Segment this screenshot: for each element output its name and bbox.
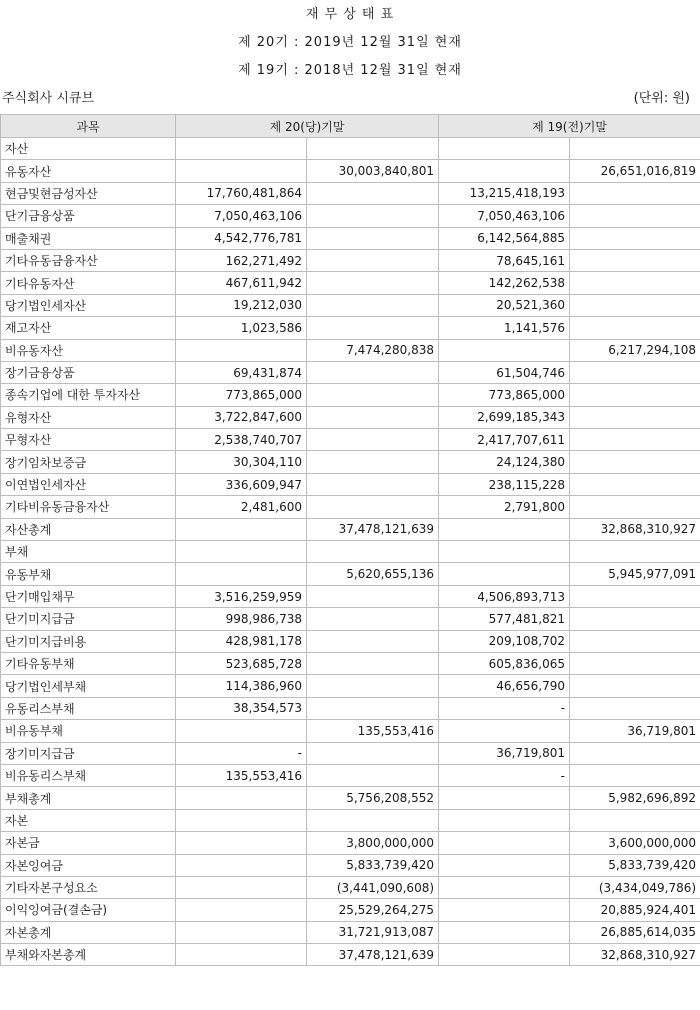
table-row — [1, 473, 700, 495]
prior-total-cell — [570, 205, 700, 227]
prior-detail-cell — [439, 563, 570, 585]
current-detail-cell: 1,023,586 — [176, 317, 307, 339]
account-cell: 비유동리스부채 — [1, 764, 176, 786]
current-total-cell: (3,441,090,608) — [307, 876, 439, 898]
table-row — [1, 339, 700, 361]
account-cell: 재고자산 — [1, 317, 176, 339]
prior-detail-cell — [439, 899, 570, 921]
current-detail-cell: 38,354,573 — [176, 697, 307, 719]
table-row — [1, 205, 700, 227]
prior-detail-cell: 61,504,746 — [439, 361, 570, 383]
current-detail-cell: 30,304,110 — [176, 451, 307, 473]
prior-total-cell — [570, 541, 700, 563]
table-row — [1, 697, 700, 719]
current-total-cell — [307, 205, 439, 227]
current-detail-cell — [176, 138, 307, 160]
table-row — [1, 518, 700, 540]
table-row — [1, 160, 700, 182]
period-prior: 제 19기 : 2018년 12월 31일 현재 — [238, 63, 462, 78]
prior-total-cell: 3,600,000,000 — [570, 832, 700, 854]
prior-total-cell — [570, 742, 700, 764]
table-row — [1, 652, 700, 674]
prior-detail-cell — [439, 541, 570, 563]
table-row — [1, 899, 700, 921]
unit-label: (단위: 원) — [633, 91, 690, 106]
prior-total-cell — [570, 361, 700, 383]
prior-total-cell: 5,945,977,091 — [570, 563, 700, 585]
column-header-account: 과목 — [1, 115, 176, 138]
account-cell: 자본 — [1, 809, 176, 831]
current-total-cell: 25,529,264,275 — [307, 899, 439, 921]
current-total-cell — [307, 227, 439, 249]
current-detail-cell — [176, 160, 307, 182]
current-detail-cell — [176, 541, 307, 563]
statement-title: 재 무 상 태 표 — [305, 7, 395, 22]
prior-detail-cell: - — [439, 764, 570, 786]
current-detail-cell — [176, 832, 307, 854]
current-total-cell: 37,478,121,639 — [307, 518, 439, 540]
prior-total-cell — [570, 652, 700, 674]
prior-detail-cell: 46,656,790 — [439, 675, 570, 697]
account-cell: 기타비유동금융자산 — [1, 496, 176, 518]
account-cell: 비유동자산 — [1, 339, 176, 361]
table-row — [1, 541, 700, 563]
prior-total-cell: 32,868,310,927 — [570, 518, 700, 540]
table-row — [1, 182, 700, 204]
account-cell: 현금및현금성자산 — [1, 182, 176, 204]
prior-total-cell — [570, 764, 700, 786]
current-detail-cell: 162,271,492 — [176, 249, 307, 271]
prior-detail-cell: 20,521,360 — [439, 294, 570, 316]
column-header-current: 제 20(당)기말 — [176, 115, 439, 138]
account-cell: 유동리스부채 — [1, 697, 176, 719]
prior-detail-cell: 78,645,161 — [439, 249, 570, 271]
current-total-cell: 31,721,913,087 — [307, 921, 439, 943]
current-detail-cell — [176, 720, 307, 742]
period-current: 제 20기 : 2019년 12월 31일 현재 — [238, 35, 462, 50]
current-total-cell — [307, 585, 439, 607]
table-row — [1, 630, 700, 652]
prior-total-cell: 26,885,614,035 — [570, 921, 700, 943]
prior-detail-cell — [439, 832, 570, 854]
table-row — [1, 451, 700, 473]
table-row — [1, 406, 700, 428]
prior-detail-cell: 24,124,380 — [439, 451, 570, 473]
prior-total-cell — [570, 429, 700, 451]
table-row — [1, 944, 700, 966]
current-detail-cell: 428,981,178 — [176, 630, 307, 652]
table-row — [1, 563, 700, 585]
current-total-cell — [307, 697, 439, 719]
current-total-cell: 135,553,416 — [307, 720, 439, 742]
prior-total-cell — [570, 384, 700, 406]
prior-detail-cell: 6,142,564,885 — [439, 227, 570, 249]
prior-detail-cell — [439, 854, 570, 876]
prior-total-cell — [570, 809, 700, 831]
current-detail-cell: 2,538,740,707 — [176, 429, 307, 451]
account-cell: 장기임차보증금 — [1, 451, 176, 473]
current-total-cell — [307, 361, 439, 383]
current-total-cell: 30,003,840,801 — [307, 160, 439, 182]
prior-total-cell — [570, 496, 700, 518]
current-detail-cell: 523,685,728 — [176, 652, 307, 674]
current-total-cell — [307, 675, 439, 697]
prior-total-cell: 5,833,739,420 — [570, 854, 700, 876]
account-cell: 이연법인세자산 — [1, 473, 176, 495]
current-detail-cell: 135,553,416 — [176, 764, 307, 786]
current-total-cell — [307, 384, 439, 406]
prior-total-cell — [570, 630, 700, 652]
table-row — [1, 854, 700, 876]
current-detail-cell — [176, 854, 307, 876]
table-row — [1, 317, 700, 339]
table-row — [1, 720, 700, 742]
current-total-cell — [307, 541, 439, 563]
prior-detail-cell — [439, 160, 570, 182]
table-row — [1, 608, 700, 630]
current-total-cell: 7,474,280,838 — [307, 339, 439, 361]
prior-detail-cell: 238,115,228 — [439, 473, 570, 495]
company-name: 주식회사 시큐브 — [2, 91, 95, 106]
current-detail-cell: 467,611,942 — [176, 272, 307, 294]
account-cell: 자산 — [1, 138, 176, 160]
prior-total-cell — [570, 585, 700, 607]
account-cell: 부채 — [1, 541, 176, 563]
prior-total-cell — [570, 249, 700, 271]
account-cell: 장기미지급금 — [1, 742, 176, 764]
current-total-cell: 5,620,655,136 — [307, 563, 439, 585]
current-total-cell — [307, 652, 439, 674]
table-row — [1, 227, 700, 249]
account-cell: 단기금융상품 — [1, 205, 176, 227]
account-cell: 장기금융상품 — [1, 361, 176, 383]
account-cell: 유동자산 — [1, 160, 176, 182]
prior-total-cell — [570, 138, 700, 160]
account-cell: 유동부채 — [1, 563, 176, 585]
prior-detail-cell — [439, 339, 570, 361]
prior-total-cell — [570, 227, 700, 249]
prior-total-cell — [570, 182, 700, 204]
prior-detail-cell — [439, 138, 570, 160]
prior-total-cell — [570, 294, 700, 316]
prior-detail-cell — [439, 921, 570, 943]
current-detail-cell — [176, 921, 307, 943]
current-detail-cell: 998,986,738 — [176, 608, 307, 630]
current-total-cell — [307, 764, 439, 786]
table-row — [1, 876, 700, 898]
current-detail-cell: 114,386,960 — [176, 675, 307, 697]
account-cell: 자본잉여금 — [1, 854, 176, 876]
table-row — [1, 429, 700, 451]
account-cell: 자산총계 — [1, 518, 176, 540]
current-detail-cell — [176, 944, 307, 966]
prior-detail-cell: 13,215,418,193 — [439, 182, 570, 204]
prior-detail-cell — [439, 944, 570, 966]
current-total-cell — [307, 294, 439, 316]
prior-total-cell: (3,434,049,786) — [570, 876, 700, 898]
table-row — [1, 249, 700, 271]
account-cell: 기타유동금융자산 — [1, 249, 176, 271]
current-total-cell — [307, 429, 439, 451]
current-total-cell — [307, 317, 439, 339]
prior-total-cell: 36,719,801 — [570, 720, 700, 742]
prior-total-cell: 5,982,696,892 — [570, 787, 700, 809]
current-detail-cell: 17,760,481,864 — [176, 182, 307, 204]
prior-total-cell: 20,885,924,401 — [570, 899, 700, 921]
current-detail-cell: 4,542,776,781 — [176, 227, 307, 249]
table-row — [1, 832, 700, 854]
current-detail-cell — [176, 787, 307, 809]
account-cell: 매출채권 — [1, 227, 176, 249]
current-detail-cell: 3,516,259,959 — [176, 585, 307, 607]
account-cell: 부채총계 — [1, 787, 176, 809]
current-total-cell — [307, 473, 439, 495]
prior-detail-cell: 2,417,707,611 — [439, 429, 570, 451]
prior-detail-cell: 209,108,702 — [439, 630, 570, 652]
table-row — [1, 294, 700, 316]
account-cell: 유형자산 — [1, 406, 176, 428]
prior-total-cell — [570, 272, 700, 294]
table-row — [1, 138, 700, 160]
table-row — [1, 675, 700, 697]
table-row — [1, 764, 700, 786]
current-total-cell: 3,800,000,000 — [307, 832, 439, 854]
prior-detail-cell: 142,262,538 — [439, 272, 570, 294]
current-detail-cell: 2,481,600 — [176, 496, 307, 518]
account-cell: 부채와자본총계 — [1, 944, 176, 966]
current-detail-cell: - — [176, 742, 307, 764]
prior-detail-cell — [439, 809, 570, 831]
account-cell: 비유동부채 — [1, 720, 176, 742]
account-cell: 이익잉여금(결손금) — [1, 899, 176, 921]
table-row — [1, 585, 700, 607]
prior-detail-cell: 605,836,065 — [439, 652, 570, 674]
prior-total-cell — [570, 473, 700, 495]
prior-detail-cell: 2,791,800 — [439, 496, 570, 518]
prior-detail-cell: 36,719,801 — [439, 742, 570, 764]
account-cell: 기타자본구성요소 — [1, 876, 176, 898]
current-detail-cell: 19,212,030 — [176, 294, 307, 316]
prior-detail-cell: 2,699,185,343 — [439, 406, 570, 428]
prior-detail-cell — [439, 876, 570, 898]
prior-total-cell — [570, 697, 700, 719]
table-row — [1, 787, 700, 809]
prior-total-cell — [570, 451, 700, 473]
prior-detail-cell: 7,050,463,106 — [439, 205, 570, 227]
account-cell: 자본금 — [1, 832, 176, 854]
table-row — [1, 921, 700, 943]
current-total-cell: 5,833,739,420 — [307, 854, 439, 876]
prior-total-cell: 32,868,310,927 — [570, 944, 700, 966]
current-total-cell — [307, 272, 439, 294]
current-total-cell — [307, 809, 439, 831]
current-detail-cell: 3,722,847,600 — [176, 406, 307, 428]
account-cell: 단기미지급금 — [1, 608, 176, 630]
current-total-cell — [307, 496, 439, 518]
prior-detail-cell — [439, 787, 570, 809]
account-cell: 단기매입채무 — [1, 585, 176, 607]
prior-detail-cell: 1,141,576 — [439, 317, 570, 339]
prior-total-cell — [570, 406, 700, 428]
current-total-cell — [307, 249, 439, 271]
table-row — [1, 361, 700, 383]
current-detail-cell: 773,865,000 — [176, 384, 307, 406]
current-total-cell — [307, 630, 439, 652]
table-body — [1, 138, 700, 966]
prior-total-cell — [570, 675, 700, 697]
current-total-cell: 37,478,121,639 — [307, 944, 439, 966]
current-detail-cell: 336,609,947 — [176, 473, 307, 495]
current-detail-cell — [176, 809, 307, 831]
current-detail-cell — [176, 563, 307, 585]
account-cell: 자본총계 — [1, 921, 176, 943]
current-total-cell — [307, 608, 439, 630]
prior-detail-cell — [439, 518, 570, 540]
account-cell: 기타유동자산 — [1, 272, 176, 294]
account-cell: 당기법인세자산 — [1, 294, 176, 316]
current-detail-cell — [176, 339, 307, 361]
current-detail-cell: 69,431,874 — [176, 361, 307, 383]
prior-detail-cell: 577,481,821 — [439, 608, 570, 630]
current-total-cell — [307, 406, 439, 428]
current-total-cell: 5,756,208,552 — [307, 787, 439, 809]
current-detail-cell — [176, 876, 307, 898]
prior-total-cell — [570, 317, 700, 339]
prior-total-cell: 26,651,016,819 — [570, 160, 700, 182]
current-total-cell — [307, 138, 439, 160]
table-row — [1, 742, 700, 764]
current-detail-cell — [176, 518, 307, 540]
table-row — [1, 809, 700, 831]
column-header-prior: 제 19(전)기말 — [439, 115, 700, 138]
prior-total-cell: 6,217,294,108 — [570, 339, 700, 361]
table-row — [1, 272, 700, 294]
account-cell: 무형자산 — [1, 429, 176, 451]
table-header-row — [1, 115, 700, 138]
account-cell: 단기미지급비용 — [1, 630, 176, 652]
current-detail-cell — [176, 899, 307, 921]
current-total-cell — [307, 742, 439, 764]
prior-detail-cell: 773,865,000 — [439, 384, 570, 406]
prior-detail-cell: 4,506,893,713 — [439, 585, 570, 607]
table-row — [1, 384, 700, 406]
account-cell: 당기법인세부채 — [1, 675, 176, 697]
current-detail-cell: 7,050,463,106 — [176, 205, 307, 227]
prior-total-cell — [570, 608, 700, 630]
table-row — [1, 496, 700, 518]
balance-sheet-table — [0, 114, 700, 966]
prior-detail-cell: - — [439, 697, 570, 719]
account-cell: 종속기업에 대한 투자자산 — [1, 384, 176, 406]
current-total-cell — [307, 182, 439, 204]
prior-detail-cell — [439, 720, 570, 742]
account-cell: 기타유동부채 — [1, 652, 176, 674]
current-total-cell — [307, 451, 439, 473]
